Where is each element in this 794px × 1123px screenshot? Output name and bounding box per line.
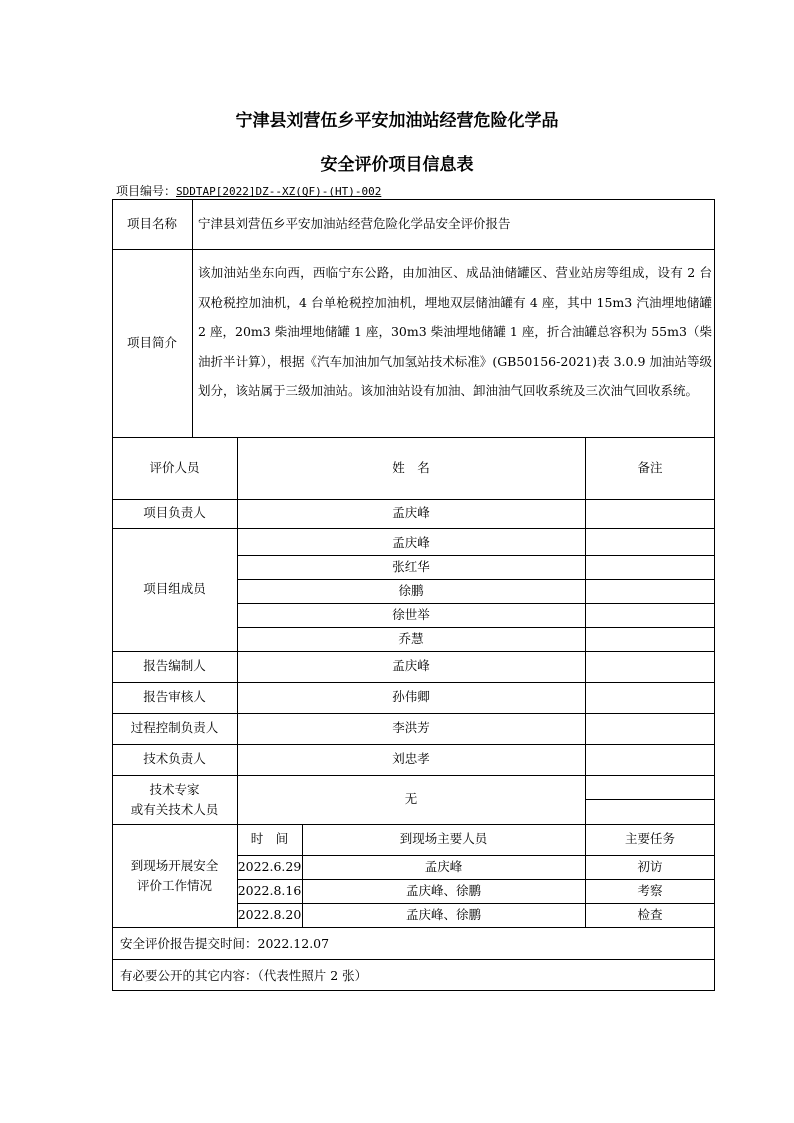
personnel-header-role: 评价人员 — [149, 459, 200, 475]
project-name-value: 宁津县刘营伍乡平安加油站经营危险化学品安全评价报告 — [198, 215, 511, 231]
report-reviewer-name: 孙伟卿 — [392, 689, 430, 705]
site-row-people: 孟庆峰、徐鹏 — [405, 882, 481, 898]
technical-lead-role: 技术负责人 — [143, 751, 206, 767]
personnel-header-name: 姓 名 — [392, 459, 430, 475]
process-control-role: 过程控制负责人 — [130, 720, 219, 736]
project-intro-text: 该加油站坐东向西，西临宁东公路，由加油区、成品油储罐区、营业站房等组成，设有 2 台双枪税控加油机，4 台单枪税控加油机，埋地双层储油罐有 4 座，其中 15m3 汽油埋地储罐 2 座，20m3 柴油埋地储罐 1 座，30m3 柴油埋地储罐 1 座，折合油罐总容积为 55m3（柴油折半计算），根据《汽车加油加气加氢站技术标准》(GB50156-2021)表 3.0.9 加油站等级划分，该站属于三级加油站。该加油站设有加油、卸油油气回收系统及三次油气回收系统。 — [198, 265, 712, 398]
site-work-label-line2: 评价工作情况 — [136, 877, 212, 893]
site-row-task: 检查 — [637, 906, 663, 922]
document-title-line1: 宁津县刘营伍乡平安加油站经营危险化学品 — [235, 111, 559, 131]
team-member: 乔慧 — [398, 630, 424, 646]
site-header-task: 主要任务 — [624, 831, 675, 847]
experts-role-line2: 或有关技术人员 — [130, 801, 219, 817]
report-reviewer-role: 报告审核人 — [143, 689, 206, 705]
technical-lead-name: 刘忠孝 — [392, 751, 430, 767]
site-header-people: 到现场主要人员 — [399, 831, 488, 847]
personnel-header-remark: 备注 — [637, 459, 663, 475]
site-row-task: 初访 — [637, 858, 663, 874]
team-role: 项目组成员 — [143, 581, 206, 597]
team-member: 张红华 — [392, 558, 430, 574]
row-divider — [112, 927, 715, 928]
site-row-task: 考察 — [637, 882, 663, 898]
site-row-people: 孟庆峰 — [424, 858, 463, 874]
remark-divider — [585, 799, 715, 800]
project-leader-name: 孟庆峰 — [392, 505, 430, 521]
project-name-label: 项目名称 — [126, 215, 177, 231]
project-leader-role: 项目负责人 — [143, 505, 206, 521]
project-number — [116, 182, 381, 199]
row-divider — [112, 249, 715, 250]
site-header-time: 时 间 — [250, 831, 289, 847]
process-control-name: 李洪芳 — [392, 720, 430, 736]
project-intro-label: 项目简介 — [126, 334, 177, 350]
site-row-time: 2022.8.20 — [237, 906, 302, 922]
site-row-people: 孟庆峰、徐鹏 — [405, 906, 481, 922]
project-number-value: SDDTAP[2022]DZ--XZ(QF)-(HT)-002 — [176, 185, 382, 198]
report-writer-role: 报告编制人 — [143, 658, 206, 674]
team-member: 徐世举 — [392, 606, 430, 622]
experts-role-line1: 技术专家 — [149, 781, 200, 797]
site-work-label — [112, 824, 237, 927]
experts-role — [112, 775, 237, 824]
submit-time: 安全评价报告提交时间：2022.12.07 — [120, 936, 330, 951]
experts-name: 无 — [404, 791, 418, 807]
report-writer-name: 孟庆峰 — [392, 658, 430, 674]
document-title-line2: 安全评价项目信息表 — [320, 155, 474, 175]
site-row-time: 2022.6.29 — [237, 858, 302, 874]
site-work-label-line1: 到现场开展安全 — [130, 857, 219, 873]
team-member: 徐鹏 — [398, 582, 424, 598]
row-divider — [112, 959, 715, 960]
team-member: 孟庆峰 — [392, 534, 430, 550]
other-public-content: 有必要公开的其它内容：（代表性照片 2 张） — [120, 968, 368, 983]
project-number-label: 项目编号： — [116, 184, 177, 198]
site-row-time: 2022.8.16 — [237, 882, 302, 898]
